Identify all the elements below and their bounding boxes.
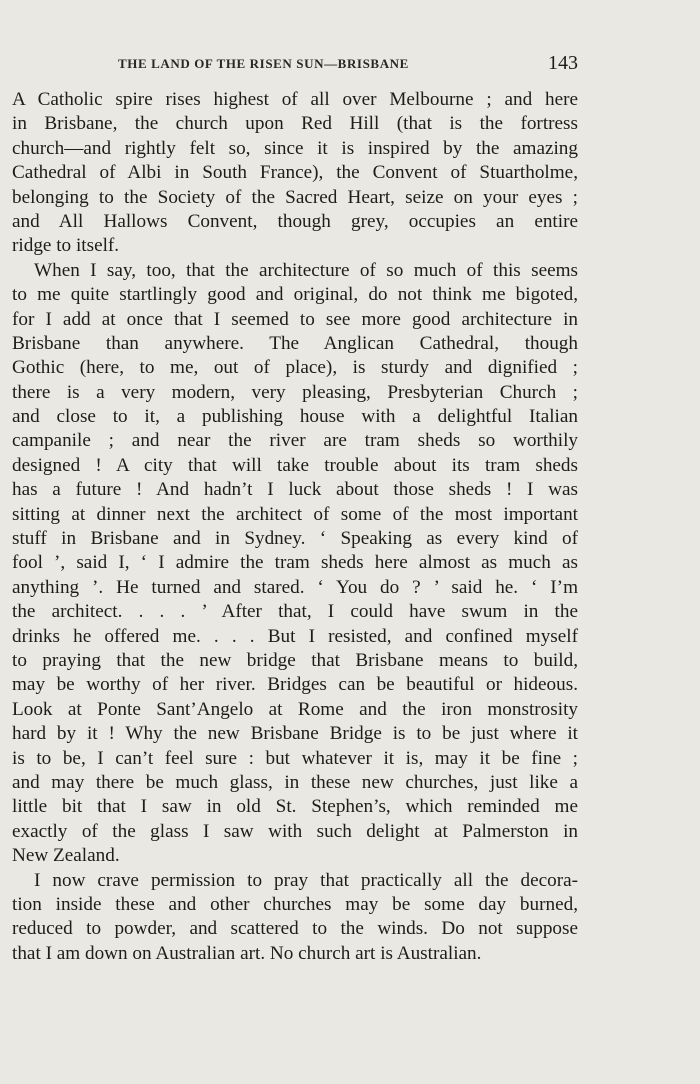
text-line: may be worthy of her river. Bridges can be beautiful or hideous.	[12, 674, 578, 696]
text-line: that I am down on Australian art. No church art is Australian.	[12, 942, 482, 964]
running-head: THE LAND OF THE RISEN SUN—BRISBANE	[118, 56, 409, 71]
text-line: to praying that the new bridge that Brisbane means to build,	[12, 649, 578, 671]
text-line: fool ’, said I, ‘ I admire the tram sheds here almost as much as	[12, 552, 578, 574]
text-line: for I add at once that I seemed to see more good architecture in	[12, 308, 578, 330]
text-line: Cathedral of Albi in South France), the Convent of Stuartholme,	[12, 162, 578, 184]
text-line: tion inside these and other churches may be some day burned,	[12, 893, 578, 915]
text-line: has a future ! And hadn’t I luck about those sheds ! I was	[12, 479, 578, 501]
text-line: little bit that I saw in old St. Stephen’s, which reminded me	[12, 796, 578, 818]
text-line: New Zealand.	[12, 845, 120, 867]
text-line: and close to it, a publishing house with a delightful Italian	[12, 406, 578, 428]
paragraph	[12, 869, 578, 967]
text-line: hard by it ! Why the new Brisbane Bridge is to be just where it	[12, 723, 578, 745]
text-line: there is a very modern, very pleasing, Presbyterian Church ;	[12, 381, 578, 403]
text-line: the architect. . . . ’ After that, I could have swum in the	[12, 601, 578, 623]
paragraph	[12, 259, 578, 869]
body-text	[12, 88, 578, 966]
text-line: reduced to powder, and scattered to the winds. Do not suppose	[12, 918, 578, 940]
text-line: sitting at dinner next the architect of some of the most important	[12, 503, 578, 525]
text-line: designed ! A city that will take trouble about its tram sheds	[12, 454, 578, 476]
paragraph	[12, 88, 578, 259]
text-line: exactly of the glass I saw with such delight at Palmerston in	[12, 820, 578, 842]
text-line: stuff in Brisbane and in Sydney. ‘ Speaking as every kind of	[12, 528, 578, 550]
text-line: and All Hallows Convent, though grey, occupies an entire	[12, 210, 578, 232]
text-line: I now crave permission to pray that practically all the decora-	[34, 869, 578, 891]
text-line: When I say, too, that the architecture of so much of this seems	[34, 259, 578, 281]
text-line: anything ’. He turned and stared. ‘ You do ? ’ said he. ‘ I’m	[12, 576, 578, 598]
text-line: belonging to the Society of the Sacred Heart, seize on your eyes ;	[12, 186, 578, 208]
page-header	[12, 52, 578, 78]
text-line: to me quite startlingly good and original, do not think me bigoted,	[12, 284, 578, 306]
page-number: 143	[548, 52, 578, 74]
text-line: drinks he offered me. . . . But I resisted, and confined myself	[12, 625, 578, 647]
text-line: ridge to itself.	[12, 235, 120, 257]
text-line: church—and rightly felt so, since it is inspired by the amazing	[12, 137, 578, 159]
text-line: is to be, I can’t feel sure : but whatever it is, may it be fine ;	[12, 747, 578, 769]
text-line: Brisbane than anywhere. The Anglican Cathedral, though	[12, 332, 578, 354]
text-line: Gothic (here, to me, out of place), is sturdy and dignified ;	[12, 357, 578, 379]
text-line: Look at Ponte Sant’Angelo at Rome and the iron monstrosity	[12, 698, 578, 720]
text-line: in Brisbane, the church upon Red Hill (that is the fortress	[12, 113, 578, 135]
text-line: campanile ; and near the river are tram sheds so worthily	[12, 430, 578, 452]
text-line: A Catholic spire rises highest of all over Melbourne ; and here	[12, 89, 578, 110]
text-line: and may there be much glass, in these new churches, just like a	[12, 771, 578, 793]
